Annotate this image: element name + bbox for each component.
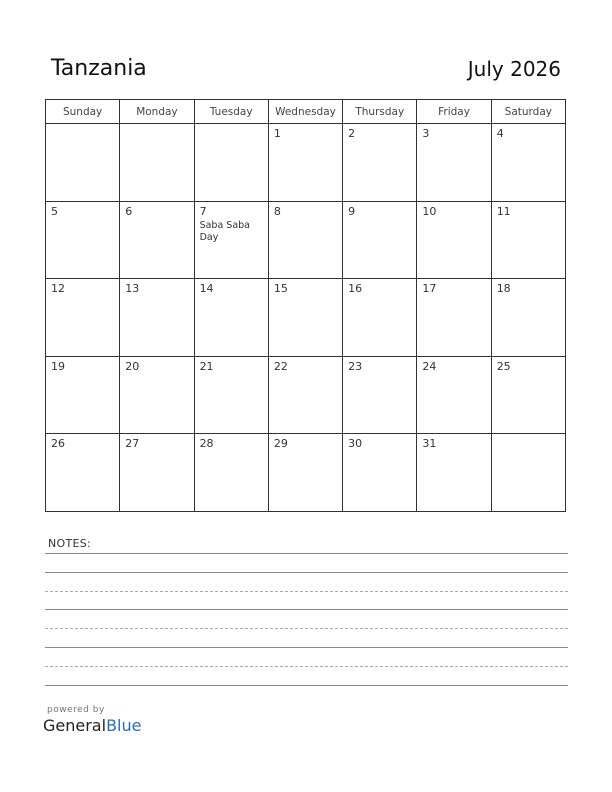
- day-cell: [46, 356, 120, 434]
- day-cell: [491, 356, 565, 434]
- day-cell: [417, 124, 491, 202]
- day-number: 1: [273, 127, 281, 140]
- day-cell: [194, 279, 268, 357]
- generalblue-logo[interactable]: [43, 716, 141, 735]
- month-title: July 2026: [467, 57, 561, 81]
- day-cell: [491, 201, 565, 279]
- day-cell: [343, 434, 417, 512]
- notes-line: [45, 685, 568, 686]
- day-number: 23: [348, 359, 363, 373]
- week-row: [46, 356, 566, 434]
- day-number: 4: [496, 127, 504, 140]
- day-number: 17: [422, 282, 437, 296]
- holiday-label: Saba Saba Day: [199, 219, 250, 243]
- day-cell: [491, 279, 565, 357]
- day-cell: [194, 124, 268, 202]
- brand-blue: Blue: [106, 716, 142, 735]
- day-cell: [417, 201, 491, 279]
- day-number: 22: [273, 359, 288, 373]
- weekday-saturday: Saturday: [491, 100, 565, 124]
- day-number: 3: [422, 127, 430, 140]
- day-number: 5: [51, 204, 58, 218]
- day-cell: [268, 356, 342, 434]
- day-number: 6: [125, 204, 133, 218]
- day-cell: [46, 201, 120, 279]
- day-number: 21: [199, 359, 214, 373]
- notes-line: [45, 572, 568, 573]
- weekday-sunday: Sunday: [46, 100, 120, 124]
- week-row: [46, 434, 566, 512]
- day-cell: [343, 201, 417, 279]
- day-cell: [46, 434, 120, 512]
- day-cell: [343, 279, 417, 357]
- brand-general: General: [43, 716, 107, 735]
- day-number: 19: [51, 359, 65, 373]
- day-cell: [194, 434, 268, 512]
- day-cell: [417, 279, 491, 357]
- day-cell: [268, 279, 342, 357]
- week-row: [46, 201, 566, 279]
- day-number: 10: [422, 204, 437, 218]
- notes-label: NOTES:: [48, 537, 92, 550]
- day-cell: [491, 434, 565, 512]
- day-cell: [194, 356, 268, 434]
- week-row: [46, 124, 566, 202]
- notes-line: [45, 647, 568, 648]
- day-number: 11: [496, 204, 511, 218]
- notes-line: [45, 628, 568, 629]
- day-number: 13: [125, 282, 140, 296]
- day-number: 7: [199, 204, 207, 218]
- weekday-wednesday: Wednesday: [268, 100, 342, 124]
- day-cell: [120, 356, 194, 434]
- calendar-grid: [45, 99, 566, 512]
- day-number: 24: [422, 359, 437, 373]
- day-cell: [268, 434, 342, 512]
- day-cell: [120, 201, 194, 279]
- day-number: 30: [348, 437, 363, 451]
- notes-line: [45, 609, 568, 610]
- day-cell: [120, 279, 194, 357]
- day-number: 12: [51, 282, 65, 296]
- notes-line: [45, 666, 568, 667]
- day-number: 8: [273, 204, 281, 218]
- day-number: 25: [496, 359, 511, 373]
- country-title: Tanzania: [51, 56, 147, 81]
- notes-line: [45, 591, 568, 592]
- day-number: 27: [125, 437, 140, 451]
- day-cell: [46, 124, 120, 202]
- day-number: 16: [348, 282, 363, 296]
- weekday-thursday: Thursday: [343, 100, 417, 124]
- weekday-friday: Friday: [417, 100, 491, 124]
- day-cell: [194, 201, 268, 279]
- day-number: 18: [496, 282, 511, 296]
- weekday-tuesday: Tuesday: [194, 100, 268, 124]
- day-number: 15: [273, 282, 288, 296]
- day-cell: [343, 124, 417, 202]
- day-number: 2: [348, 127, 356, 140]
- day-cell: [120, 434, 194, 512]
- day-number: 28: [199, 437, 214, 451]
- day-cell: [343, 356, 417, 434]
- weekday-header-row: [46, 100, 566, 124]
- day-number: 26: [51, 437, 65, 451]
- day-number: 31: [422, 437, 437, 451]
- notes-line: [45, 553, 568, 554]
- day-cell: [268, 124, 342, 202]
- day-cell: [120, 124, 194, 202]
- day-cell: [417, 434, 491, 512]
- day-number: 29: [273, 437, 288, 451]
- day-number: 20: [125, 359, 140, 373]
- day-cell: [417, 356, 491, 434]
- day-cell: [268, 201, 342, 279]
- day-number: 14: [199, 282, 214, 296]
- day-number: 9: [348, 204, 356, 218]
- powered-by-text: powered by: [47, 705, 105, 715]
- week-row: [46, 279, 566, 357]
- day-cell: [46, 279, 120, 357]
- day-cell: [491, 124, 565, 202]
- weekday-monday: Monday: [120, 100, 194, 124]
